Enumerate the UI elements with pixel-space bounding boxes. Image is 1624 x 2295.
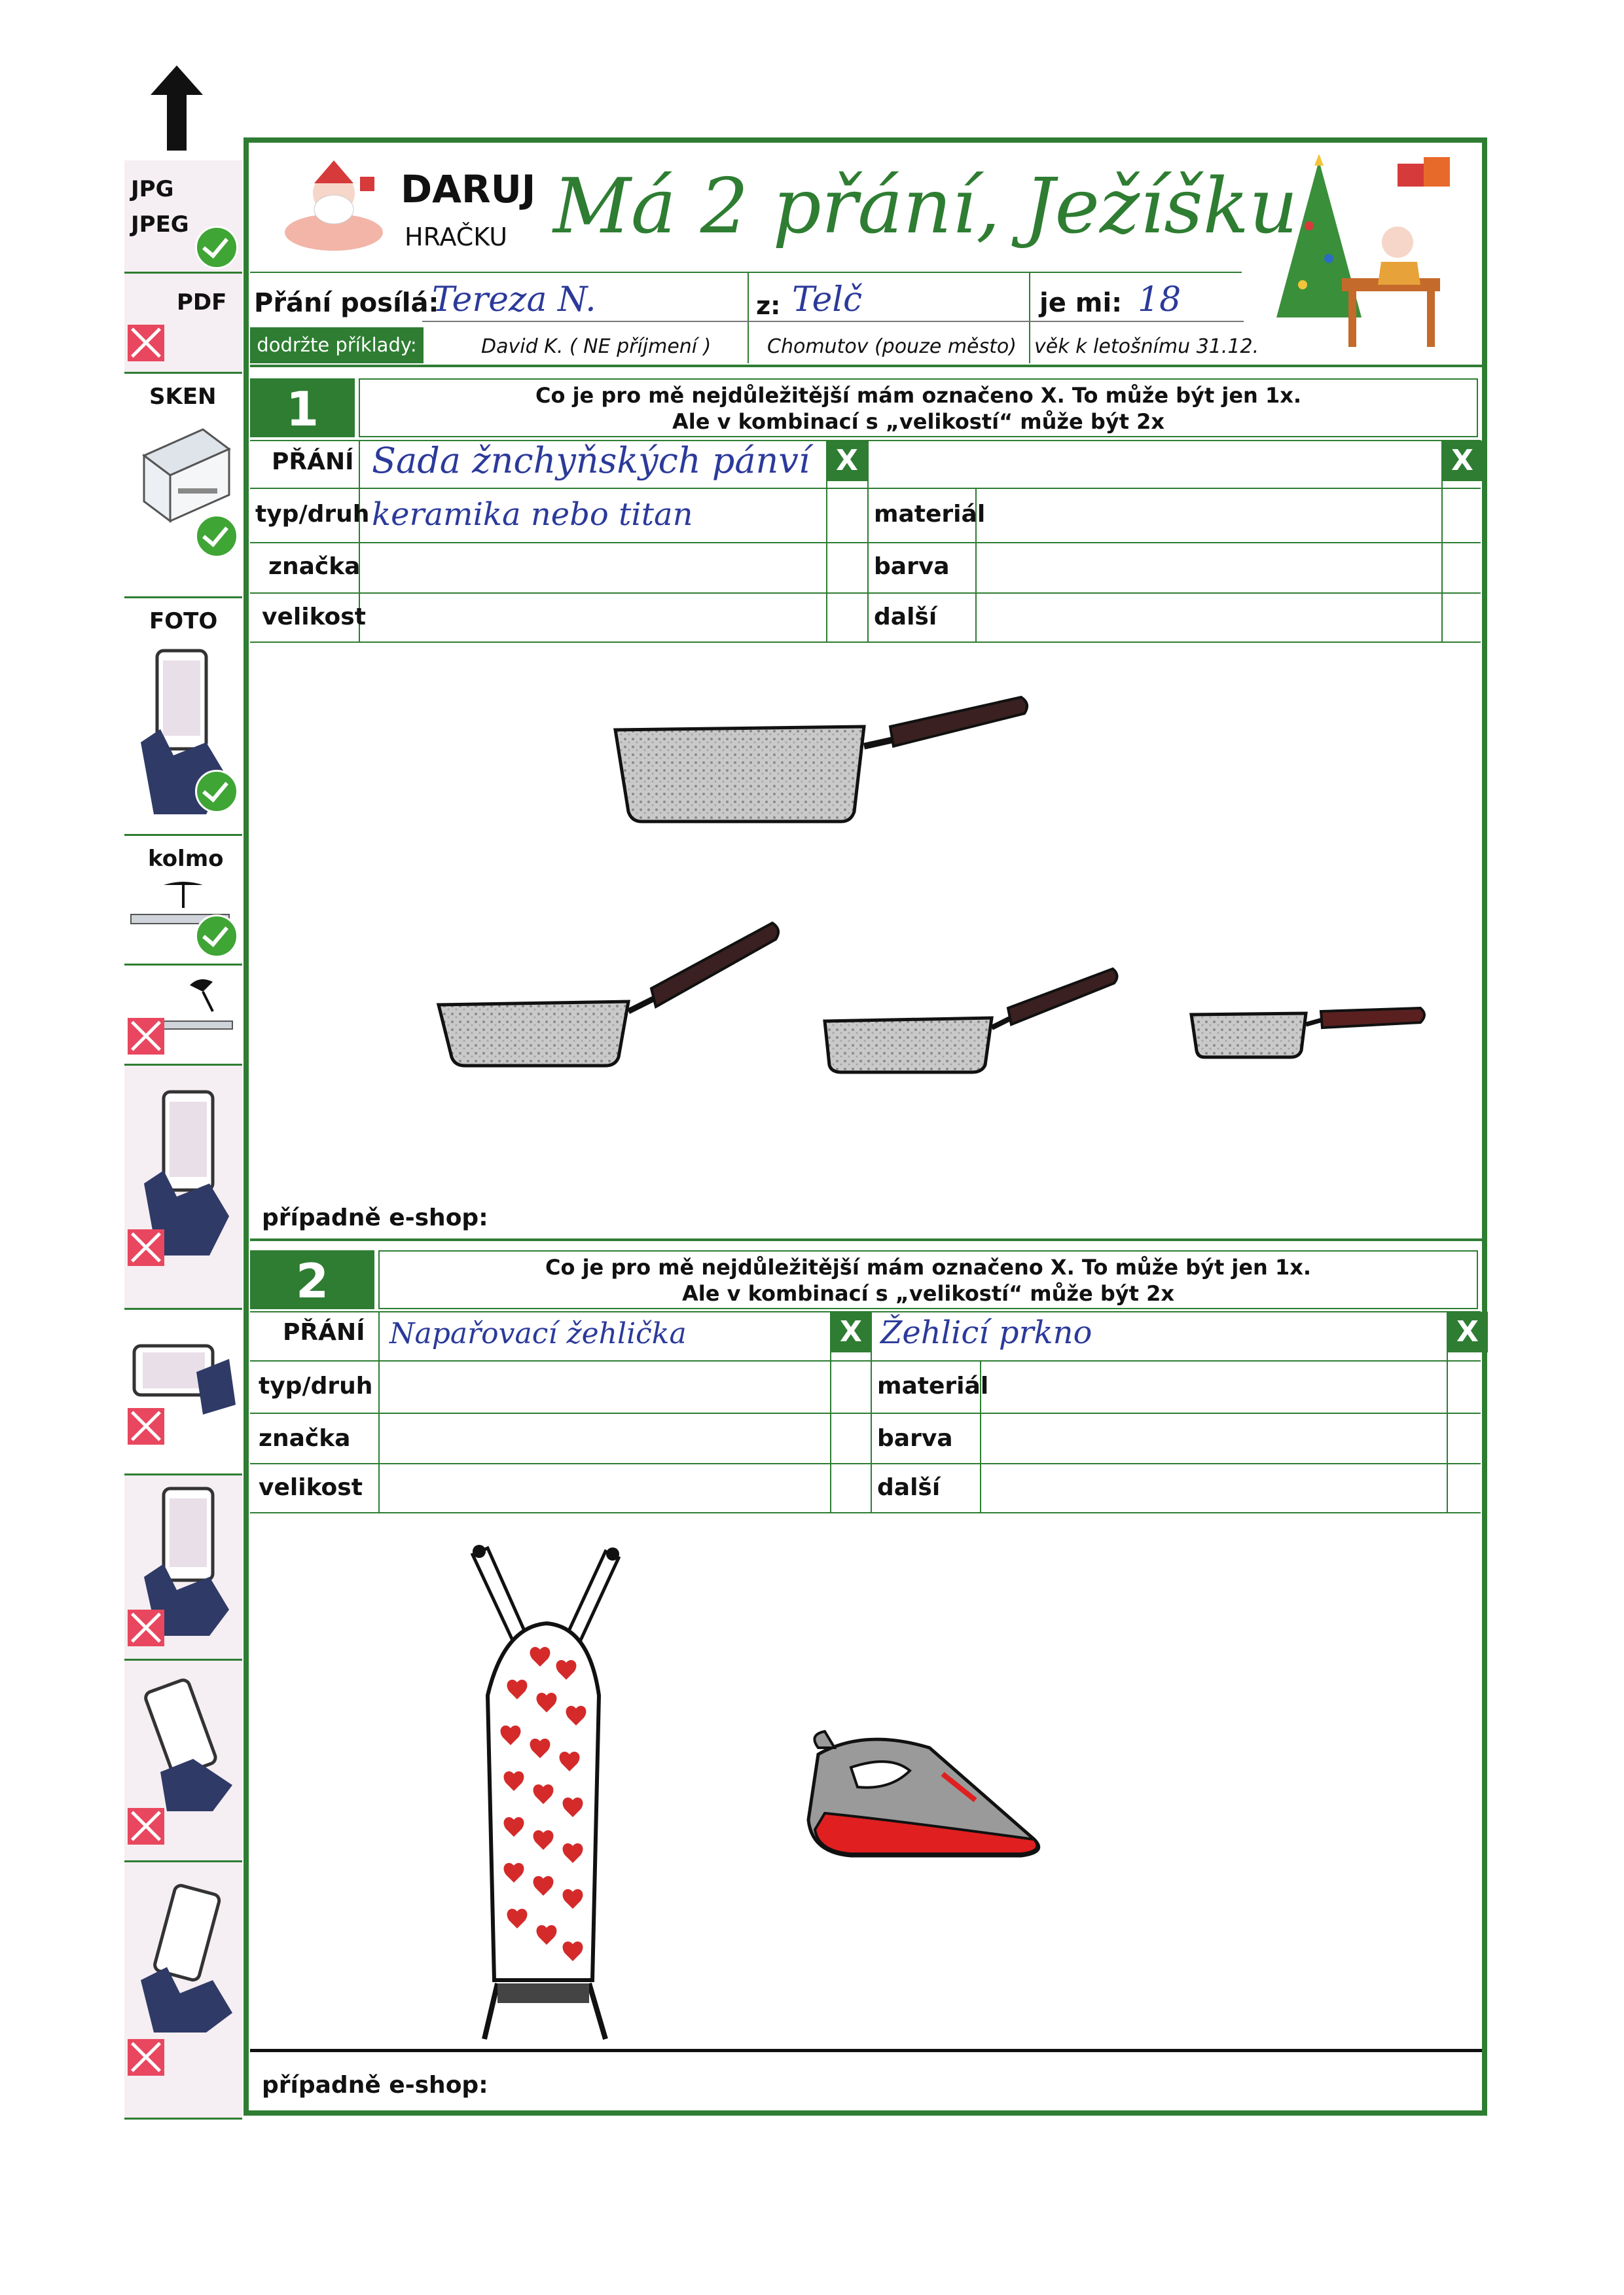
sender-age-value[interactable]: 18 (1138, 280, 1182, 319)
wish-number: 2 (250, 1250, 374, 1309)
phone-tilted-icon (134, 1882, 239, 2033)
sender-city-value[interactable]: Telč (792, 280, 863, 319)
wish1-prani-value[interactable]: Sada žnchyňských pánví (372, 440, 810, 481)
priority-x-right[interactable]: X (1447, 1312, 1488, 1352)
hint-label: dodržte příklady: (250, 327, 424, 363)
sidebar-sken: SKEN (124, 374, 242, 598)
cross-icon (128, 1408, 164, 1445)
wish1-typ-value[interactable]: keramika nebo titan (372, 496, 693, 533)
check-icon (195, 226, 238, 269)
upload-arrow-icon (151, 65, 203, 151)
check-icon (195, 770, 238, 813)
sidebar-kolmo: kolmo (124, 836, 242, 966)
pans-drawing (419, 674, 1440, 1093)
cross-icon (128, 1808, 164, 1845)
logo-daruj: DARUJ (401, 167, 536, 211)
wish2-prani-value[interactable]: Napařovací žehlička (389, 1317, 687, 1350)
sidebar-photo-5 (124, 1661, 242, 1862)
sidebar-photo-4 (124, 1475, 242, 1661)
sidebar-jpg: JPG JPEG (124, 160, 242, 274)
sidebar-pdf: PDF (124, 274, 242, 374)
cross-icon (128, 1229, 164, 1266)
check-icon (195, 914, 238, 958)
priority-x-right[interactable]: X (1442, 441, 1483, 481)
cross-icon (128, 1610, 164, 1646)
phone-landscape-icon (131, 1333, 236, 1418)
eshop-label: případně e-shop: (262, 1204, 488, 1231)
wish-number: 1 (250, 378, 355, 437)
wish-instruction: Co je pro mě nejdůležitější mám označeno X. To může být jen 1x. Ale v kombinací s „velikostí“ může být 2x (359, 378, 1478, 437)
priority-x-left[interactable]: X (831, 1312, 871, 1352)
page-title: Má 2 přání, Ježíšku (553, 162, 1298, 251)
priority-x-left[interactable]: X (827, 441, 867, 481)
santa-logo-icon (278, 157, 389, 255)
christmas-tree-icon (1257, 147, 1473, 363)
sidebar-photo-6 (124, 1862, 242, 2120)
cross-icon (128, 1018, 164, 1055)
logo-hracku: HRAČKU (405, 223, 508, 251)
ironing-drawing (432, 1532, 1126, 2055)
cross-icon (128, 325, 164, 361)
eshop-label: případně e-shop: (262, 2072, 488, 2099)
cross-icon (128, 2039, 164, 2076)
check-icon (195, 515, 238, 558)
sidebar-photo-2 (124, 1066, 242, 1310)
wish-instruction: Co je pro mě nejdůležitější mám označeno X. To může být jen 1x. Ale v kombinací s „velikostí“ může být 2x (378, 1250, 1478, 1309)
sidebar-photo-3 (124, 1310, 242, 1475)
sidebar-foto: FOTO (124, 598, 242, 836)
wish2-prani-right-value[interactable]: Žehlicí prkno (880, 1314, 1092, 1351)
sidebar-angled (124, 966, 242, 1066)
phone-tilted-icon (134, 1674, 239, 1811)
sender-name-value[interactable]: Tereza N. (432, 280, 596, 319)
